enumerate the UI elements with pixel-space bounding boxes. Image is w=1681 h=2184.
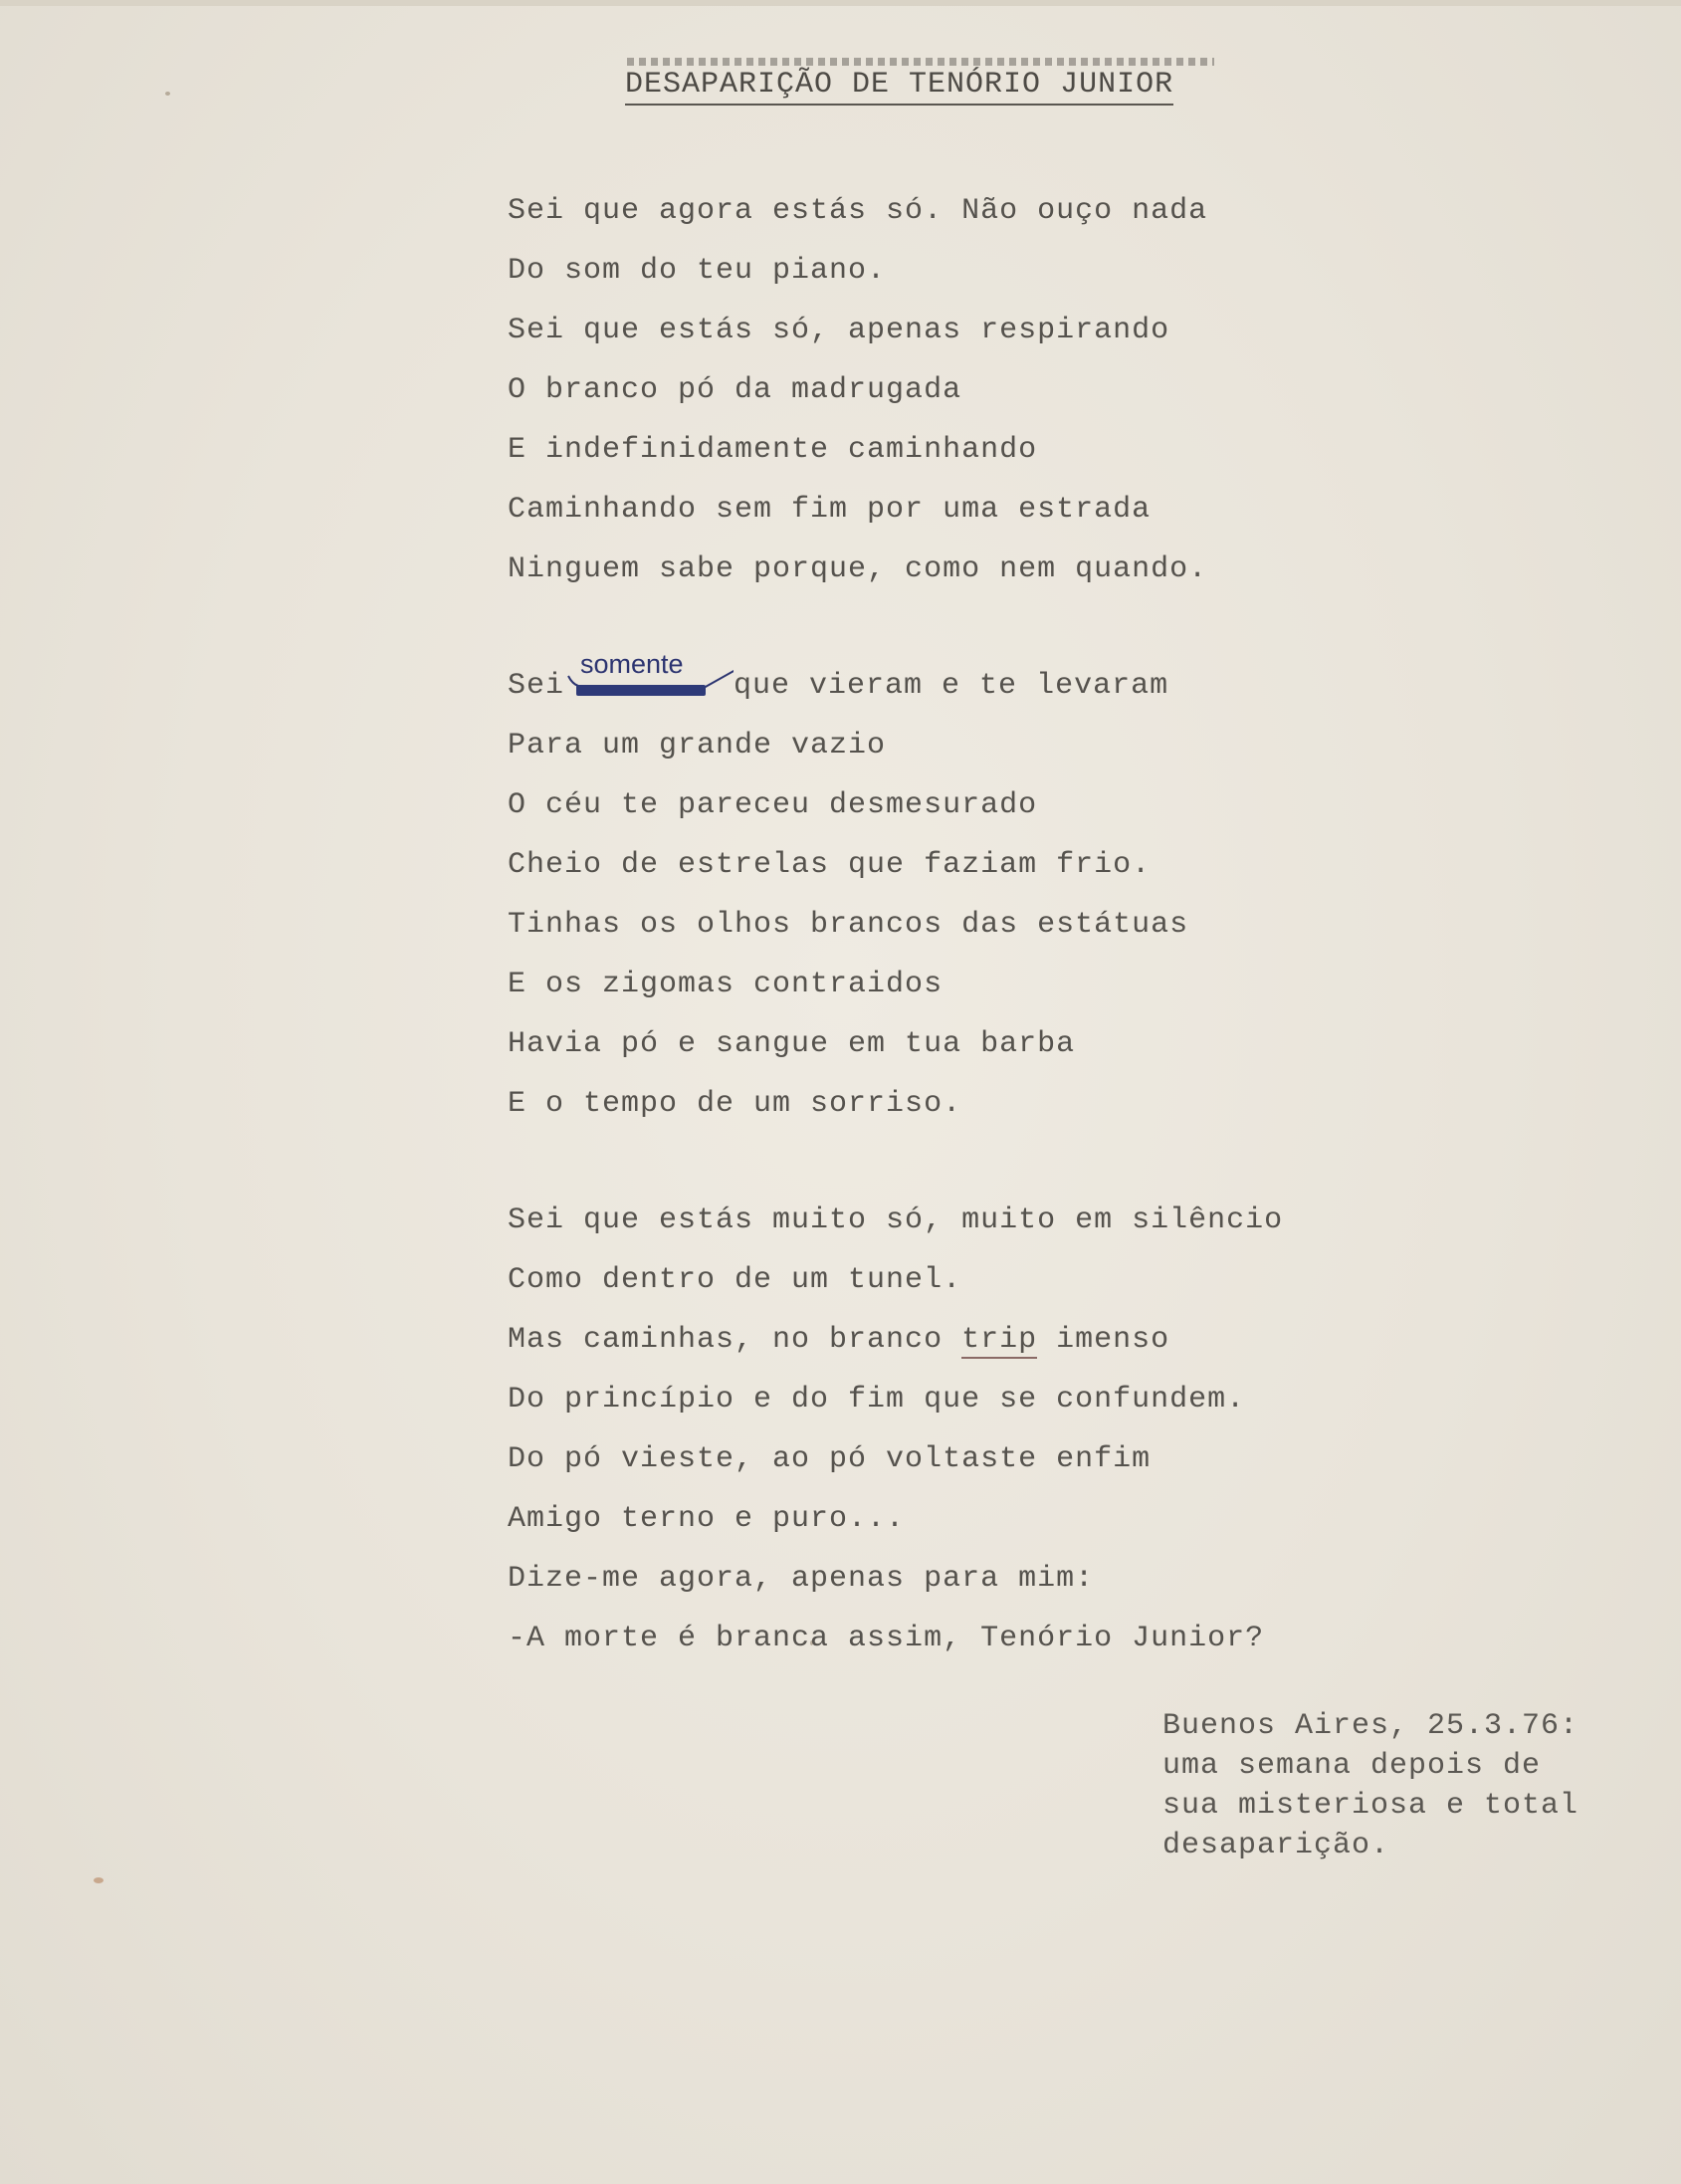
note-line: uma semana depois de xyxy=(1162,1749,1542,1783)
edited-line-after: que vieram e te levaram xyxy=(734,669,1169,703)
note-line: sua misteriosa e total xyxy=(1162,1789,1579,1823)
poem-line: O branco pó da madrugada xyxy=(508,373,962,407)
poem-line: Caminhando sem fim por uma estrada xyxy=(508,493,1152,527)
poem-line: Cheio de estrelas que faziam frio. xyxy=(508,848,1152,882)
poem-line: Sei que estás só, apenas respirando xyxy=(508,314,1170,347)
edited-line-before: Sei xyxy=(508,669,565,703)
poem-line: Do som do teu piano. xyxy=(508,254,887,288)
stanza-3 xyxy=(508,1195,1503,1672)
poem-line: Amigo terno e puro... xyxy=(508,1502,906,1536)
poem-line: O céu te pareceu desmesurado xyxy=(508,788,1038,822)
poem-line: Para um grande vazio xyxy=(508,729,887,763)
note-line: Buenos Aires, 25.3.76: xyxy=(1162,1709,1579,1743)
poem-line: E indefinidamente caminhando xyxy=(508,433,1038,467)
stanza-1 xyxy=(508,185,1503,603)
inserted-word: somente xyxy=(580,649,684,680)
poem-line: Sei que agora estás só. Não ouço nada xyxy=(508,194,1208,228)
poem-line: Como dentro de um tunel. xyxy=(508,1263,962,1297)
poem-line-underlined xyxy=(508,1314,1503,1374)
poem-line: Dize-me agora, apenas para mim: xyxy=(508,1562,1095,1596)
poem-line: -A morte é branca assim, Tenório Junior? xyxy=(508,1622,1265,1655)
overtyped-strike-row xyxy=(627,58,1214,66)
poem-line: Do pó vieste, ao pó voltaste enfim xyxy=(508,1442,1152,1476)
poem-line: Sei que estás muito só, muito em silêncio xyxy=(508,1203,1284,1237)
handwritten-correction xyxy=(564,649,734,700)
poem-line: Do princípio e do fim que se confundem. xyxy=(508,1383,1246,1417)
dated-note xyxy=(1162,1706,1640,1865)
poem-line: E o tempo de um sorriso. xyxy=(508,1087,962,1121)
poem-line: Ninguem sabe porque, como nem quando. xyxy=(508,552,1208,586)
paper-speck xyxy=(165,92,170,96)
poem-line: Tinhas os olhos brancos das estátuas xyxy=(508,908,1189,942)
underlined-word: trip xyxy=(961,1323,1038,1357)
stanza-2 xyxy=(508,649,1503,1138)
paper-speck xyxy=(94,1877,104,1883)
poem-line-edited xyxy=(508,649,1503,720)
poem-body xyxy=(508,185,1503,1672)
underlined-line-before: Mas caminhas, no branco xyxy=(508,1323,962,1357)
poem-line: E os zigomas contraidos xyxy=(508,968,944,1001)
stanza-gap xyxy=(508,1138,1503,1195)
page-title: DESAPARIÇÃO DE TENÓRIO JUNIOR xyxy=(625,68,1173,106)
poem-line: Havia pó e sangue em tua barba xyxy=(508,1027,1076,1061)
underlined-line-after: imenso xyxy=(1037,1323,1170,1357)
note-line: desaparição. xyxy=(1162,1829,1390,1862)
